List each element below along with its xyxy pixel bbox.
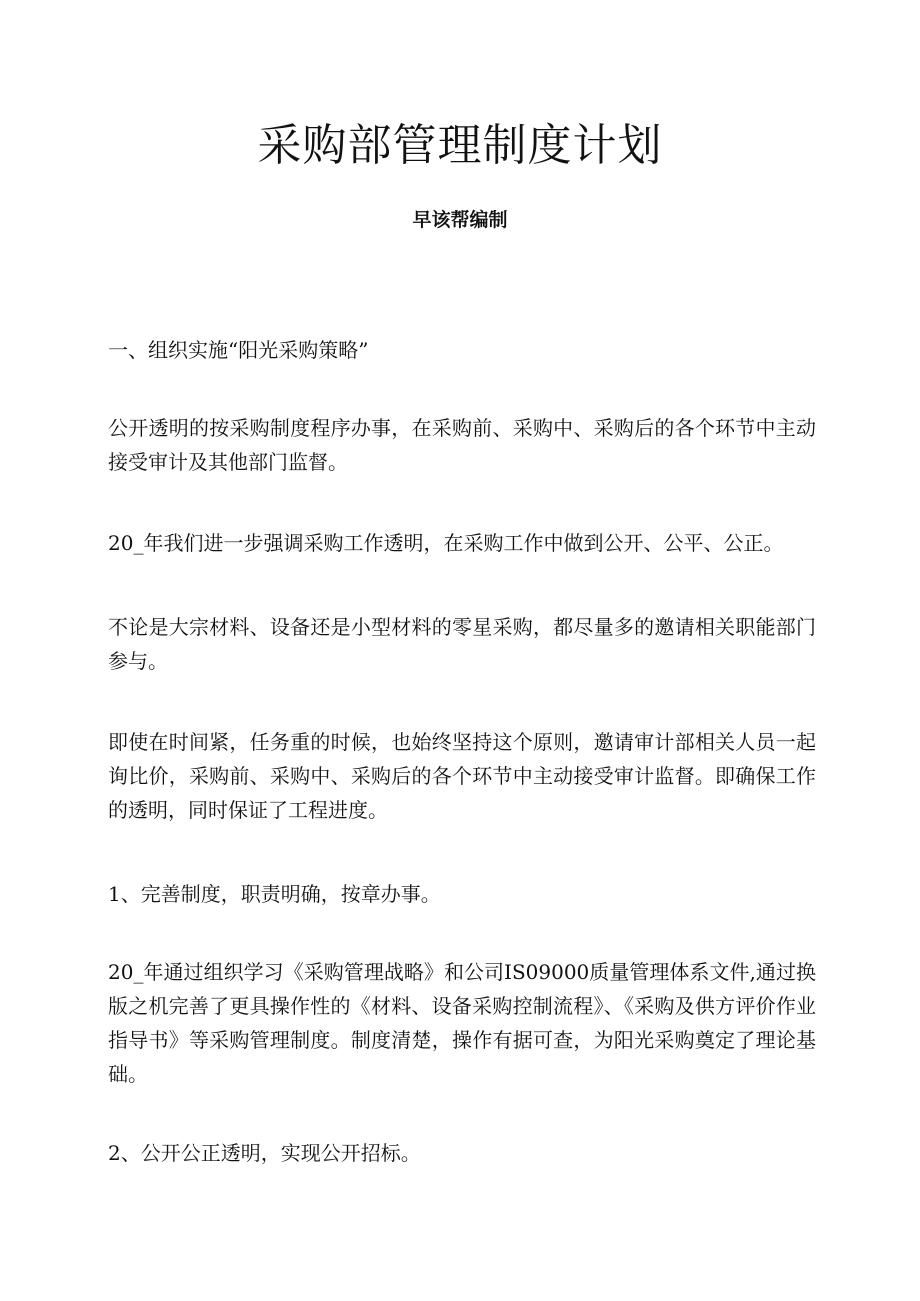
subsection-heading-2: 2、公开公正透明，实现公开招标。 bbox=[108, 1141, 421, 1165]
section-heading-1: 一、组织实施“阳光采购策略” bbox=[108, 338, 369, 362]
document-title: 采购部管理制度计划 bbox=[257, 120, 663, 171]
document-author: 早该帮编制 bbox=[412, 209, 508, 231]
paragraph: 不论是大宗材料、设备还是小型材料的零星采购，都尽量多的邀请相关职能部门参与。 bbox=[108, 615, 816, 673]
paragraph: 20_年我们进一步强调采购工作透明，在采购工作中做到公开、公平、公正。 bbox=[108, 531, 784, 555]
paragraph: 即使在时间紧，任务重的时候，也始终坚持这个原则，邀请审计部相关人员一起询比价，采购前、采购中、采购后的各个环节中主动接受审计监督。即确保工作的透明，同时保证了工程进度。 bbox=[108, 730, 816, 822]
paragraph: 20_年通过组织学习《采购管理战略》和公司IS09000质量管理体系文件,通过换版之机完善了更具操作性的《材料、设备采购控制流程》、《采购及供方评价作业指导书》等采购管理制度。制度清楚，操作有据可查，为阳光采购奠定了理论基础。 bbox=[108, 960, 816, 1086]
subsection-heading-1: 1、完善制度，职责明确，按章办事。 bbox=[108, 882, 441, 906]
paragraph: 公开透明的按采购制度程序办事，在采购前、采购中、采购后的各个环节中主动接受审计及其他部门监督。 bbox=[108, 416, 816, 474]
